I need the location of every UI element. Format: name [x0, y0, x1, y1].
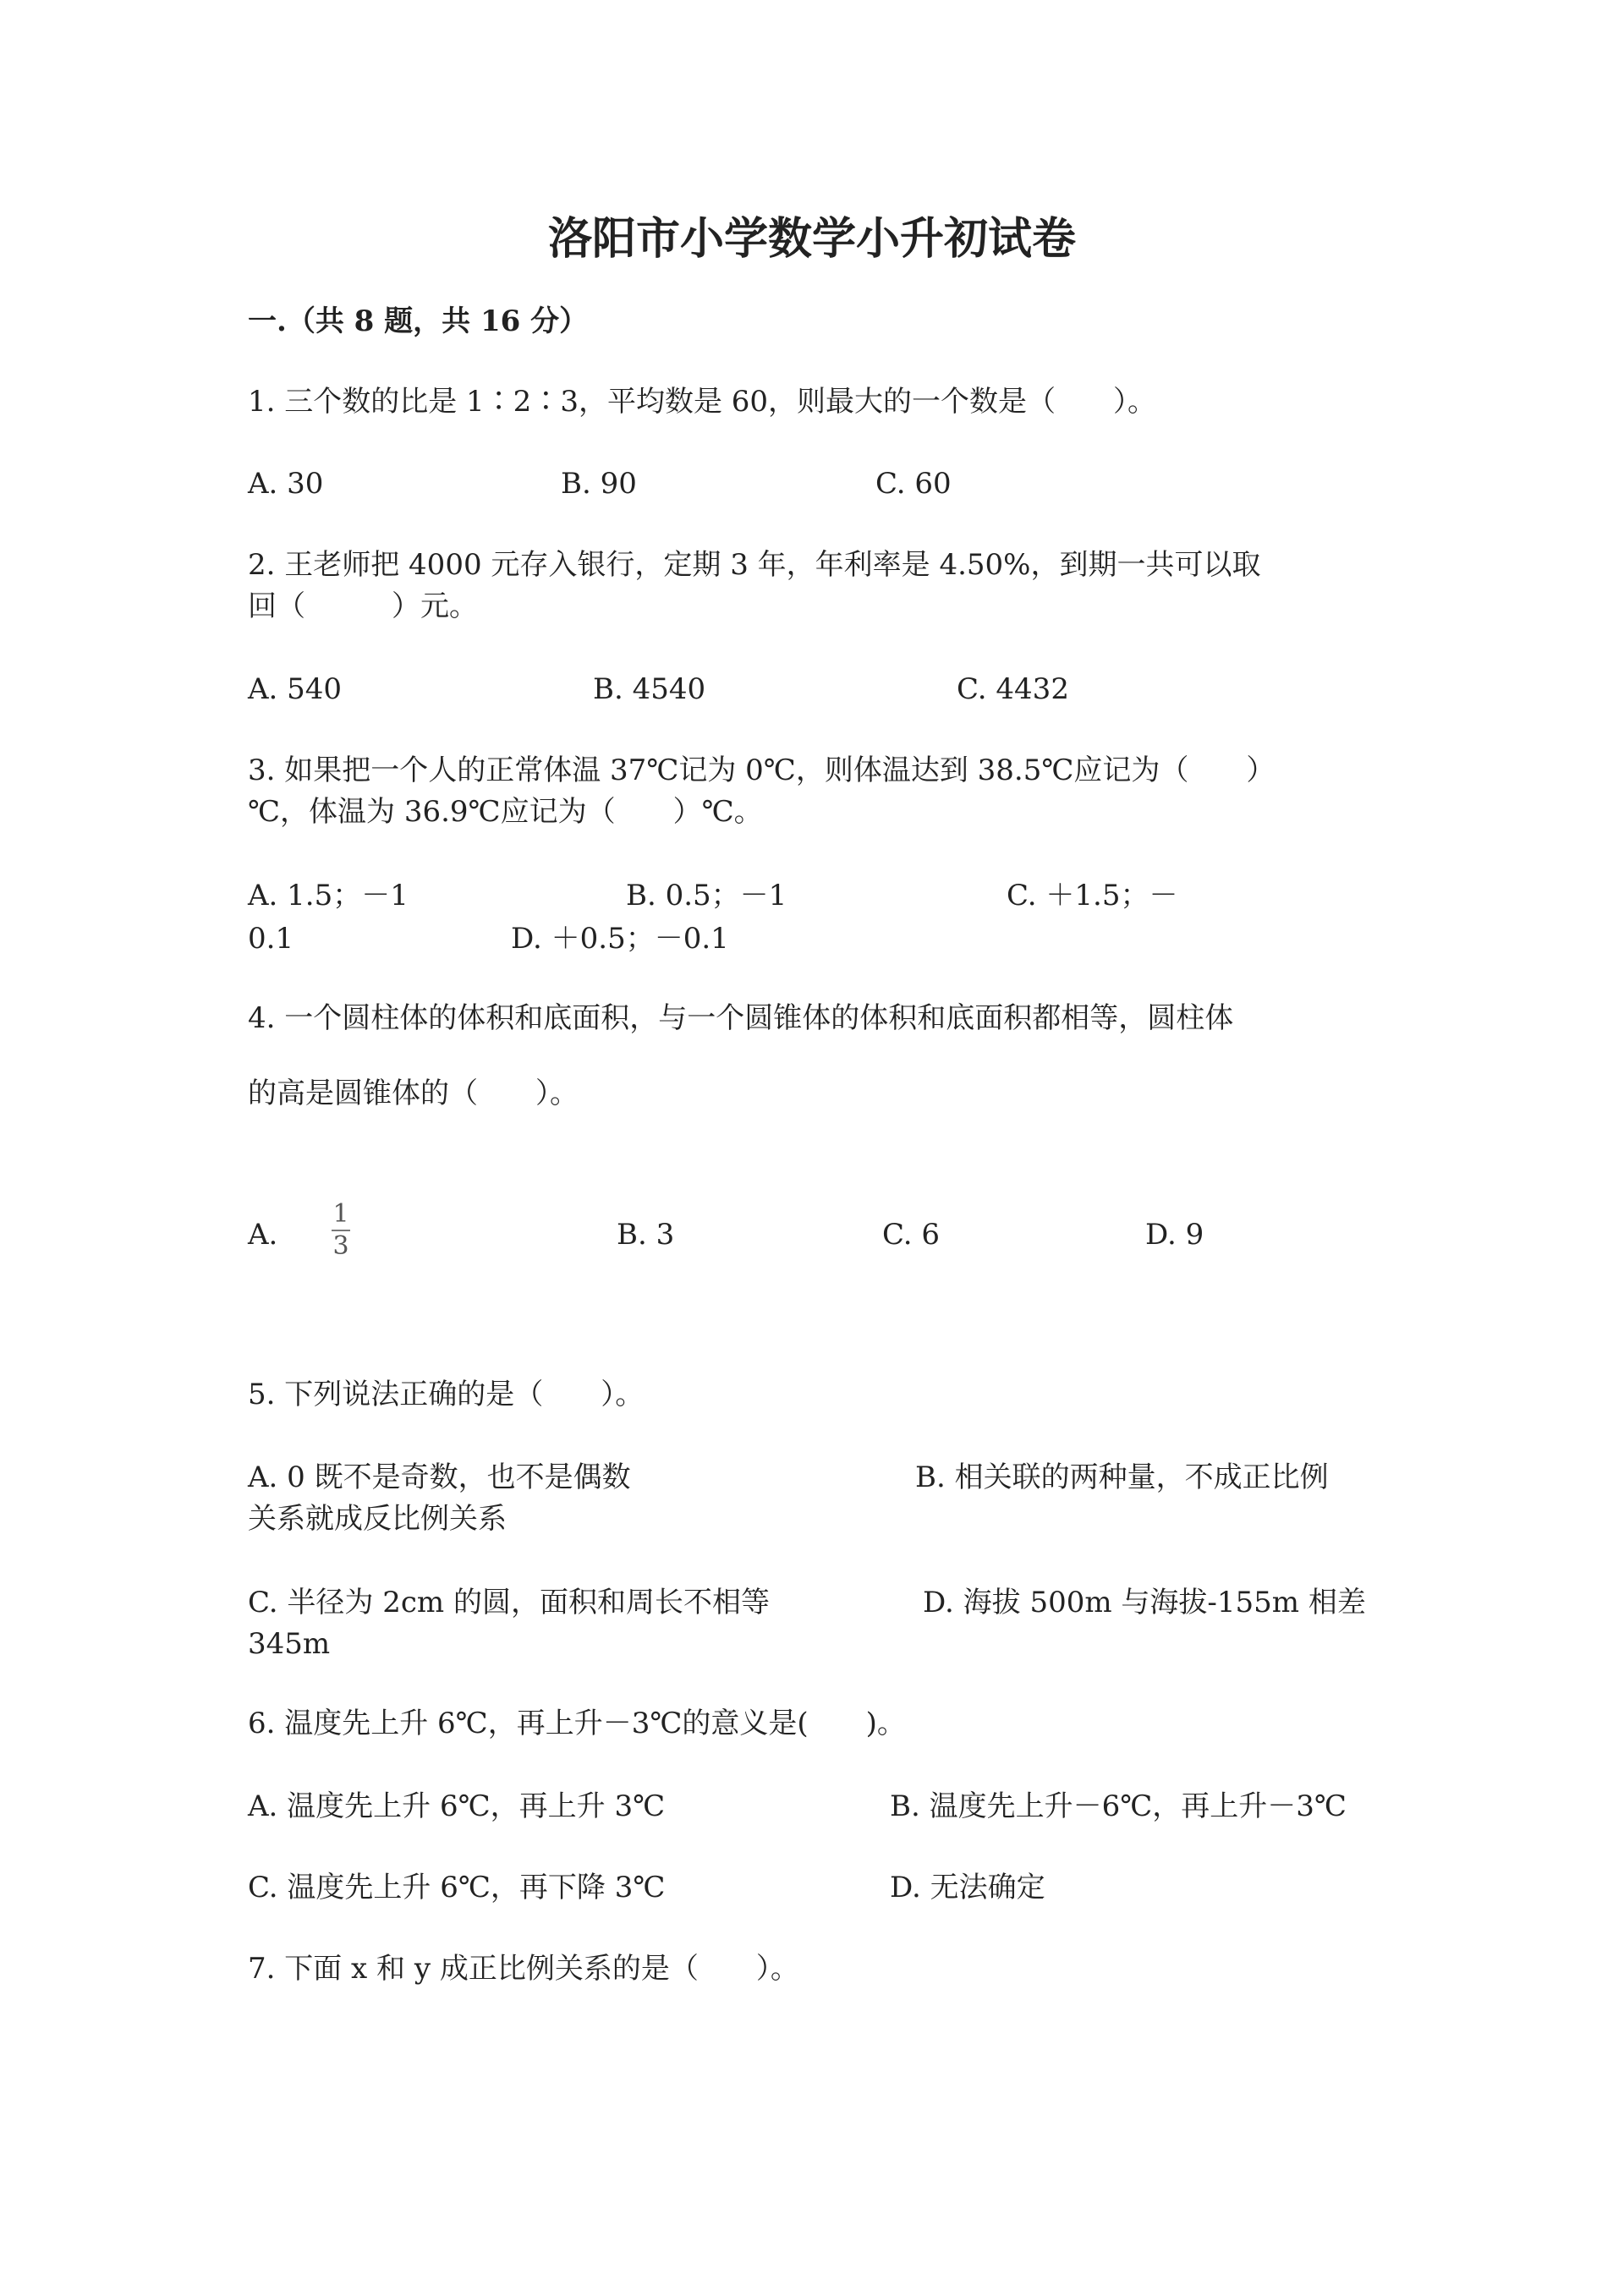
q5-option-d-cont: 345m [248, 1627, 331, 1661]
question-4-stem-cont: 的高是圆锥体的（ ）。 [248, 1077, 579, 1110]
q1-option-c: C. 60 [875, 467, 952, 501]
fraction-one-third [332, 1201, 350, 1260]
question-2-stem: 2. 王老师把 4000 元存入银行，定期 3 年，年利率是 4.50%，到期一共可以取 [248, 548, 1261, 582]
section-header: 一.（共 8 题，共 16 分） [248, 304, 589, 338]
q4-option-a: A. [248, 1218, 278, 1252]
q4-option-c: C. 6 [882, 1218, 941, 1252]
question-4-stem: 4. 一个圆柱体的体积和底面积，与一个圆锥体的体积和底面积都相等，圆柱体 [248, 1001, 1234, 1035]
q5-option-d: D. 海拔 500m 与海拔-155m 相差 [923, 1586, 1366, 1619]
q4-option-b: B. 3 [617, 1218, 675, 1252]
page-title: 洛阳市小学数学小升初试卷 [547, 213, 1076, 265]
q2-option-a: A. 540 [248, 672, 343, 706]
q6-option-b: B. 温度先上升－6℃，再上升－3℃ [890, 1789, 1347, 1823]
q1-option-b: B. 90 [561, 467, 637, 501]
question-1-stem: 1. 三个数的比是 1∶2∶3，平均数是 60，则最大的一个数是（ ）。 [248, 385, 1157, 419]
q2-option-b: B. 4540 [593, 672, 706, 706]
q2-option-c: C. 4432 [957, 672, 1069, 706]
fraction-denominator: 3 [332, 1231, 349, 1261]
question-7-stem: 7. 下面 x 和 y 成正比例关系的是（ ）。 [248, 1952, 799, 1986]
question-5-stem: 5. 下列说法正确的是（ ）。 [248, 1378, 645, 1411]
q1-option-a: A. 30 [248, 467, 324, 501]
q6-option-a: A. 温度先上升 6℃，再上升 3℃ [248, 1789, 666, 1823]
q3-option-d: D. ＋0.5；－0.1 [511, 922, 729, 956]
question-2-stem-cont: 回（ ）元。 [248, 589, 478, 623]
q5-option-c: C. 半径为 2cm 的圆，面积和周长不相等 [248, 1586, 770, 1619]
question-6-stem: 6. 温度先上升 6℃，再上升－3℃的意义是( )。 [248, 1707, 906, 1740]
q3-option-a: A. 1.5；－1 [248, 879, 409, 912]
q6-option-c: C. 温度先上升 6℃，再下降 3℃ [248, 1871, 666, 1904]
q3-option-b: B. 0.5；－1 [626, 879, 787, 912]
fraction-numerator: 1 [332, 1199, 349, 1229]
q5-option-b-cont: 关系就成反比例关系 [248, 1502, 507, 1536]
q3-option-c: C. ＋1.5；－ [1007, 879, 1178, 912]
q5-option-a: A. 0 既不是奇数，也不是偶数 [248, 1460, 631, 1494]
question-3-stem-cont: ℃，体温为 36.9℃应记为（ ）℃。 [248, 795, 763, 829]
q6-option-d: D. 无法确定 [890, 1871, 1045, 1904]
q3-option-c-cont: 0.1 [248, 922, 294, 956]
question-3-stem: 3. 如果把一个人的正常体温 37℃记为 0℃，则体温达到 38.5℃应记为（ ） [248, 753, 1276, 787]
q4-option-d: D. 9 [1145, 1218, 1204, 1252]
q5-option-b: B. 相关联的两种量，不成正比例 [915, 1460, 1329, 1494]
